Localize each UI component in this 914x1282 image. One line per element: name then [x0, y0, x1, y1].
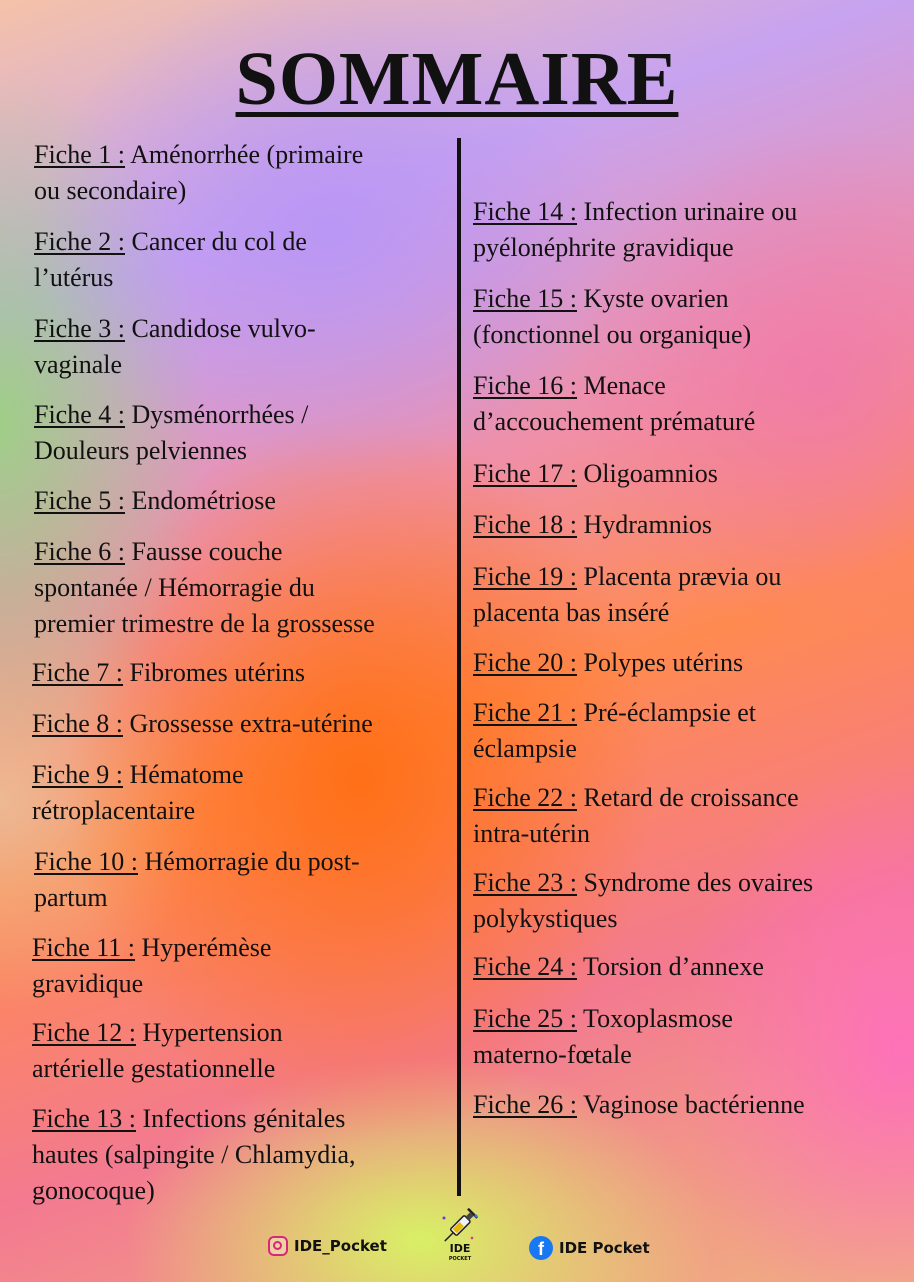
fiche-number: Fiche 9 :: [32, 760, 123, 789]
fiche-title-line: Douleurs pelviennes: [34, 436, 248, 465]
fiche-number: Fiche 2 :: [34, 227, 125, 256]
toc-entry-11[interactable]: [32, 930, 442, 1002]
fiche-number: Fiche 13 :: [32, 1104, 136, 1133]
fiche-title-line: Infection urinaire ou: [583, 197, 798, 226]
toc-entry-16[interactable]: [473, 368, 873, 440]
fiche-number: Fiche 12 :: [32, 1018, 136, 1047]
column-divider: [457, 138, 461, 1196]
footer: [0, 1206, 914, 1276]
fiche-number: Fiche 11 :: [32, 933, 136, 962]
toc-entry-26[interactable]: [473, 1087, 873, 1123]
fiche-title-line: Syndrome des ovaires: [583, 868, 814, 897]
fiche-title-line: éclampsie: [473, 734, 577, 763]
fiche-number: Fiche 20 :: [473, 648, 577, 677]
toc-entry-12[interactable]: [32, 1015, 442, 1087]
fiche-number: Fiche 17 :: [473, 459, 577, 488]
fiche-title-line: Vaginose bactérienne: [583, 1090, 805, 1119]
facebook-icon: f: [529, 1236, 553, 1260]
logo-subtext: POCKET: [448, 1256, 472, 1262]
fiche-title-line: Hydramnios: [583, 510, 713, 539]
fiche-title-line: ou secondaire): [34, 176, 187, 205]
fiche-title-line: Grossesse extra-utérine: [129, 709, 373, 738]
toc-entry-21[interactable]: [473, 695, 873, 767]
fiche-title-line: Placenta prævia ou: [583, 562, 782, 591]
fiche-title-line: Toxoplasmose: [583, 1004, 733, 1033]
fiche-title-line: spontanée / Hémorragie du: [34, 573, 315, 602]
toc-entry-3[interactable]: [34, 311, 444, 383]
toc-entry-23[interactable]: [473, 865, 873, 937]
fiche-title-line: Infections génitales: [142, 1104, 346, 1133]
toc-entry-10[interactable]: [34, 844, 444, 916]
fiche-title-line: Retard de croissance: [583, 783, 799, 812]
toc-entry-14[interactable]: [473, 194, 873, 266]
toc-entry-2[interactable]: [34, 224, 444, 296]
fiche-title-line: Hyperémèse: [141, 933, 272, 962]
fiche-title-line: Menace: [583, 371, 666, 400]
fiche-title-line: Dysménorrhées /: [131, 400, 309, 429]
fiche-title-line: Oligoamnios: [583, 459, 718, 488]
toc-entry-4[interactable]: [34, 397, 444, 469]
toc-entry-7[interactable]: [32, 655, 442, 691]
fiche-title-line: gravidique: [32, 969, 144, 998]
toc-entry-17[interactable]: [473, 456, 873, 492]
fiche-title-line: Fibromes utérins: [129, 658, 305, 687]
fiche-title-line: Hémorragie du post-: [144, 847, 360, 876]
fiche-title-line: Hypertension: [142, 1018, 283, 1047]
fiche-number: Fiche 26 :: [473, 1090, 577, 1119]
fiche-title-line: rétroplacentaire: [32, 796, 196, 825]
facebook-link[interactable]: [529, 1236, 650, 1260]
fiche-number: Fiche 10 :: [34, 847, 138, 876]
fiche-title-line: Cancer du col de: [131, 227, 307, 256]
toc-entry-24[interactable]: [473, 949, 873, 985]
toc-entry-19[interactable]: [473, 559, 873, 631]
toc-entry-8[interactable]: [32, 706, 452, 742]
toc-entry-25[interactable]: [473, 1001, 873, 1073]
fiche-number: Fiche 8 :: [32, 709, 123, 738]
toc-entry-1[interactable]: [34, 137, 444, 209]
fiche-number: Fiche 19 :: [473, 562, 577, 591]
toc-entry-13[interactable]: [32, 1101, 452, 1209]
fiche-title-line: placenta bas inséré: [473, 598, 670, 627]
toc-entry-20[interactable]: [473, 645, 873, 681]
fiche-number: Fiche 16 :: [473, 371, 577, 400]
toc-entry-5[interactable]: [34, 483, 444, 519]
fiche-title-line: materno-fœtale: [473, 1040, 632, 1069]
fiche-title-line: Torsion d’annexe: [583, 952, 764, 981]
fiche-title-line: intra-utérin: [473, 819, 590, 848]
toc-entry-9[interactable]: [32, 757, 442, 829]
logo-text: IDE: [449, 1242, 471, 1255]
fiche-number: Fiche 1 :: [34, 140, 125, 169]
toc-entry-22[interactable]: [473, 780, 873, 852]
fiche-title-line: Candidose vulvo-: [131, 314, 316, 343]
toc-entry-6[interactable]: [34, 534, 454, 642]
fiche-title-line: hautes (salpingite / Chlamydia,: [32, 1140, 356, 1169]
fiche-title-line: gonocoque): [32, 1176, 155, 1205]
fiche-number: Fiche 7 :: [32, 658, 123, 687]
fiche-number: Fiche 21 :: [473, 698, 577, 727]
fiche-title-line: pyélonéphrite gravidique: [473, 233, 734, 262]
fiche-title-line: Polypes utérins: [583, 648, 744, 677]
page-title: SOMMAIRE: [235, 37, 679, 121]
fiche-title-line: polykystiques: [473, 904, 618, 933]
fiche-title-line: Endométriose: [131, 486, 276, 515]
fiche-number: Fiche 5 :: [34, 486, 125, 515]
instagram-icon: [268, 1236, 288, 1256]
fiche-title-line: Kyste ovarien: [583, 284, 729, 313]
instagram-handle: IDE_Pocket: [294, 1237, 387, 1255]
fiche-title-line: Fausse couche: [131, 537, 283, 566]
fiche-title-line: l’utérus: [34, 263, 114, 292]
fiche-number: Fiche 6 :: [34, 537, 125, 566]
fiche-number: Fiche 22 :: [473, 783, 577, 812]
fiche-number: Fiche 23 :: [473, 868, 577, 897]
fiche-number: Fiche 4 :: [34, 400, 125, 429]
toc-entry-18[interactable]: [473, 507, 873, 543]
instagram-link[interactable]: [268, 1236, 387, 1256]
fiche-title-line: premier trimestre de la grossesse: [34, 609, 375, 638]
fiche-title-line: partum: [34, 883, 108, 912]
fiche-title-line: d’accouchement prématuré: [473, 407, 756, 436]
fiche-title-line: (fonctionnel ou organique): [473, 320, 752, 349]
facebook-name: IDE Pocket: [559, 1239, 650, 1257]
fiche-title-line: Pré-éclampsie et: [583, 698, 757, 727]
fiche-number: Fiche 24 :: [473, 952, 577, 981]
fiche-title-line: Aménorrhée (primaire: [130, 140, 364, 169]
fiche-number: Fiche 18 :: [473, 510, 577, 539]
fiche-title-line: Hématome: [129, 760, 244, 789]
brand-logo: [432, 1208, 488, 1270]
toc-entry-15[interactable]: [473, 281, 873, 353]
fiche-title-line: vaginale: [34, 350, 123, 379]
fiche-number: Fiche 14 :: [473, 197, 577, 226]
fiche-number: Fiche 25 :: [473, 1004, 577, 1033]
fiche-number: Fiche 3 :: [34, 314, 125, 343]
fiche-number: Fiche 15 :: [473, 284, 577, 313]
fiche-title-line: artérielle gestationnelle: [32, 1054, 276, 1083]
